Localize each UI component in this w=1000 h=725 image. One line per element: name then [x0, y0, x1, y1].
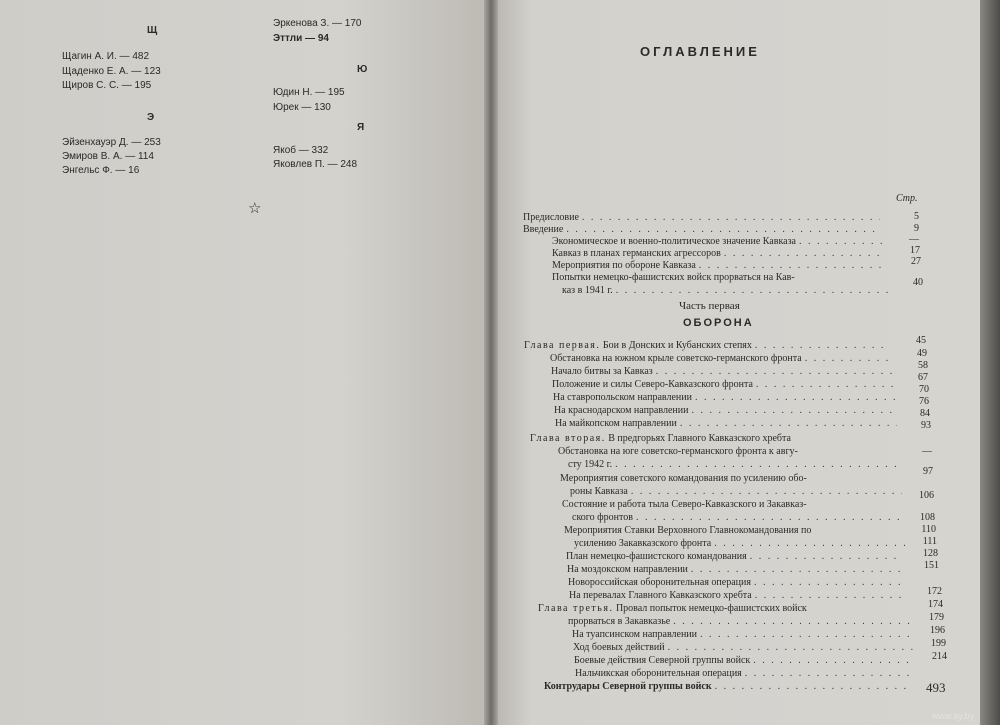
toc-page: 70	[919, 384, 929, 395]
toc-entry: прорваться в Закавказье . . .	[568, 616, 913, 627]
part-label: Часть первая	[679, 300, 740, 312]
index-letter: Щ	[147, 25, 158, 36]
index-entry: Юрек — 130	[273, 102, 331, 113]
toc-entry: На перевалах Главного Кавказского хребта . . .	[569, 590, 909, 601]
toc-entry: ского фронтов . . .	[572, 512, 907, 523]
toc-page: 110	[921, 524, 936, 535]
index-entry: Щагин А. И. — 482	[62, 51, 150, 62]
index-entry: Якоб — 332	[273, 145, 329, 156]
toc-page: 108	[920, 512, 935, 523]
toc-entry: каз в 1941 г. . . .	[562, 285, 892, 296]
toc-page: 58	[918, 360, 928, 371]
toc-entry: Мероприятия Ставки Верховного Главнокомандования по	[564, 525, 812, 536]
toc-entry: Мероприятия советского командования по усилению обо-	[560, 473, 807, 484]
index-entry: Щиров С. С. — 195	[62, 80, 152, 91]
toc-page: 84	[920, 408, 930, 419]
toc-entry: На майкопском направлении . . .	[555, 418, 900, 429]
index-entry: Эркенова З. — 170	[273, 18, 362, 29]
toc-entry: Ход боевых действий . . .	[573, 642, 916, 653]
toc-entry: Введение . . .	[523, 224, 883, 235]
toc-title: ОГЛАВЛЕНИЕ	[640, 44, 760, 59]
toc-page: 49	[917, 348, 927, 359]
book-edge	[980, 0, 1000, 725]
toc-page: 93	[921, 420, 931, 431]
toc-entry: Экономическое и военно-политическое значение Кавказа . . .	[552, 236, 885, 247]
toc-page: 111	[922, 536, 937, 547]
star-icon: ☆	[248, 201, 262, 217]
toc-page: 67	[918, 372, 928, 383]
index-entry: Эттли — 94	[273, 33, 329, 44]
toc-entry: Мероприятия по обороне Кавказа . . .	[552, 260, 889, 271]
toc-page: 40	[913, 277, 923, 288]
index-entry: Энгельс Ф. — 16	[62, 165, 140, 176]
toc-entry: Состояние и работа тыла Северо-Кавказского и Закавказ-	[562, 499, 807, 510]
toc-entry: роны Кавказа . . .	[570, 486, 905, 497]
toc-entry: Боевые действия Северной группы войск . . .	[574, 655, 917, 666]
toc-page: 27	[911, 256, 921, 267]
toc-page: 106	[919, 490, 934, 501]
toc-page: 151	[924, 560, 939, 571]
toc-page: —	[922, 446, 932, 457]
index-entry: Юдин Н. — 195	[273, 87, 345, 98]
book-gutter	[484, 0, 498, 725]
index-letter: Э	[147, 112, 155, 123]
toc-page: 199	[931, 638, 946, 649]
toc-entry: Начало битвы за Кавказ . . .	[551, 366, 896, 377]
toc-page: 174	[928, 599, 943, 610]
toc-entry: сту 1942 г. . . .	[568, 459, 903, 470]
toc-entry: Нальчикская оборонительная операция . . .	[575, 668, 918, 679]
part-name: ОБОРОНА	[683, 317, 754, 329]
toc-entry: На туапсинском направлении . . .	[572, 629, 915, 640]
toc-entry: На моздокском направлении . . .	[567, 564, 907, 575]
toc-page: —	[909, 234, 919, 245]
toc-entry: На ставропольском направлении . . .	[553, 392, 898, 403]
toc-entry: Обстановка на южном крыле советско-германского фронта . . .	[550, 353, 895, 364]
toc-entry: Попытки немецко-фашистских войск прорваться на Кав-	[552, 272, 795, 283]
toc-page: 76	[919, 396, 929, 407]
toc-entry: Новороссийская оборонительная операция . . .	[568, 577, 908, 588]
index-entry: Эйзенхауэр Д. — 253	[62, 137, 161, 148]
left-page	[0, 0, 488, 725]
watermark: www.ay.by	[931, 711, 974, 721]
index-letter: Я	[357, 122, 365, 133]
toc-entry: усилению Закавказского фронта . . .	[574, 538, 909, 549]
page-column-header: Стр.	[896, 193, 918, 204]
toc-page: 45	[916, 335, 926, 346]
toc-chapter: Глава третья. Провал попыток немецко-фашистских войск	[538, 603, 807, 614]
toc-entry: Обстановка на юге советско-германского фронта к авгу-	[558, 446, 798, 457]
index-letter: Ю	[357, 64, 368, 75]
index-entry: Эмиров В. А. — 114	[62, 151, 154, 162]
toc-entry: Предисловие . . .	[523, 212, 883, 223]
index-entry: Щаденко Е. А. — 123	[62, 66, 161, 77]
toc-chapter: Глава вторая. В предгорьях Главного Кавказского хребта	[530, 433, 791, 444]
toc-page: 172	[927, 586, 942, 597]
toc-entry: Контрудары Северной группы войск . . .	[544, 681, 914, 692]
toc-page: 97	[923, 466, 933, 477]
toc-page: 17	[910, 245, 920, 256]
index-entry: Яковлев П. — 248	[273, 159, 358, 170]
page-number: 493	[926, 680, 946, 695]
toc-page: 214	[932, 651, 947, 662]
toc-entry: Кавказ в планах германских агрессоров . . .	[552, 248, 887, 259]
toc-entry: На краснодарском направлении . . .	[554, 405, 899, 416]
toc-chapter: Глава первая. Бои в Донских и Кубанских степях . . .	[524, 340, 890, 351]
toc-page: 179	[929, 612, 944, 623]
toc-entry: Положение и силы Северо-Кавказского фронта . . .	[552, 379, 897, 390]
toc-page: 128	[923, 548, 938, 559]
toc-entry: План немецко-фашистского командования . . .	[566, 551, 906, 562]
toc-page: 9	[914, 223, 919, 234]
toc-page: 196	[930, 625, 945, 636]
toc-page: 5	[914, 211, 919, 222]
